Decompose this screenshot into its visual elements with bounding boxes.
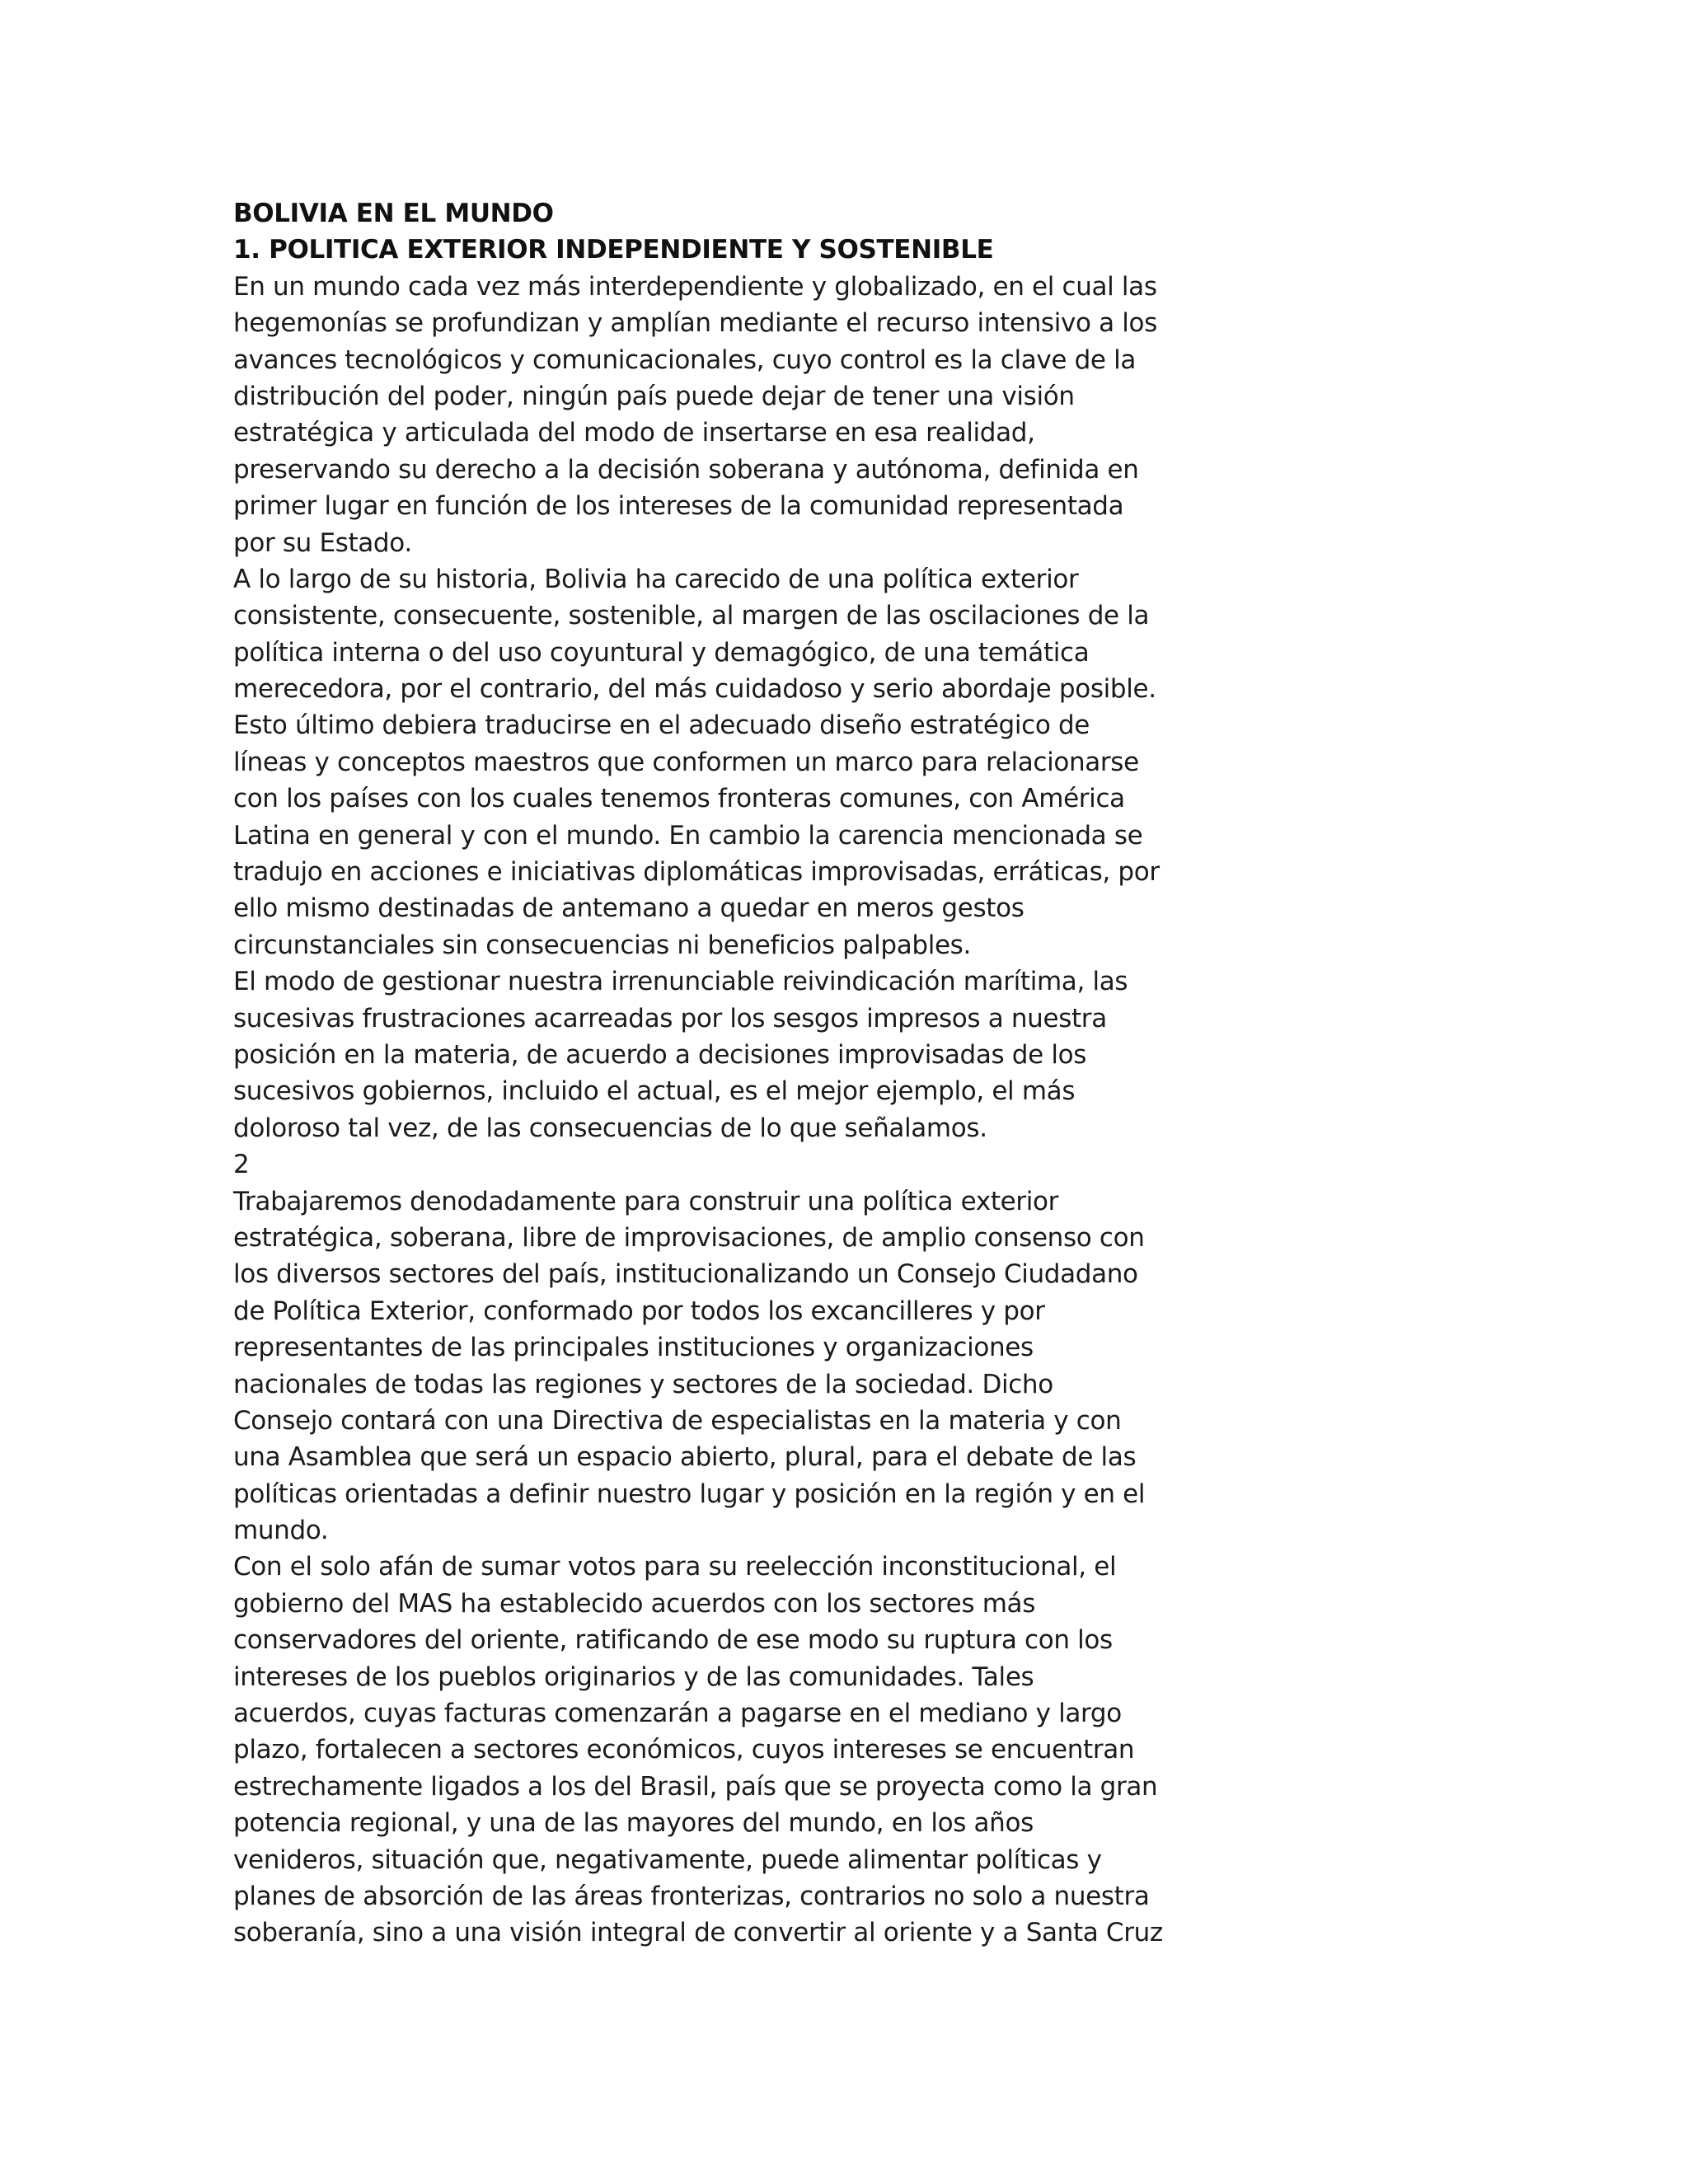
text-line: posición en la materia, de acuerdo a decisiones improvisadas de los	[233, 1039, 1087, 1070]
document-body	[233, 195, 1470, 1952]
text-line: merecedora, por el contrario, del más cuidadoso y serio abordaje posible.	[233, 674, 1156, 705]
text-line: Esto último debiera traducirse en el adecuado diseño estratégico de	[233, 710, 1090, 741]
page-number	[233, 1146, 1470, 1183]
text-line: ello mismo destinadas de antemano a quedar en meros gestos	[233, 893, 1025, 924]
text-line: líneas y conceptos maestros que conformen un marco para relacionarse	[233, 747, 1139, 777]
text-line: soberanía, sino a una visión integral de convertir al oriente y a Santa Cruz	[233, 1918, 1163, 1948]
text-line: Latina en general y con el mundo. En cambio la carencia mencionada se	[233, 820, 1143, 851]
text-line: gobierno del MAS ha establecido acuerdos con los sectores más	[233, 1588, 1035, 1619]
text-line: acuerdos, cuyas facturas comenzarán a pagarse en el mediano y largo	[233, 1699, 1122, 1729]
text-line: consistente, consecuente, sostenible, al margen de las oscilaciones de la	[233, 601, 1150, 631]
text-line: En un mundo cada vez más interdependiente y globalizado, en el cual las	[233, 271, 1157, 302]
text-line: plazo, fortalecen a sectores económicos, cuyos intereses se encuentran	[233, 1735, 1135, 1765]
text-line: primer lugar en función de los intereses de la comunidad representada	[233, 491, 1124, 522]
text-line: Consejo contará con una Directiva de especialistas en la materia y con	[233, 1405, 1122, 1436]
text-line: preservando su derecho a la decisión soberana y autónoma, definida en	[233, 454, 1139, 485]
text-line: tradujo en acciones e iniciativas diplomáticas improvisadas, erráticas, por	[233, 857, 1160, 888]
paragraph	[233, 561, 1470, 963]
text-line: distribución del poder, ningún país puede dejar de tener una visión	[233, 381, 1075, 411]
text-line: conservadores del oriente, ratificando de ese modo su ruptura con los	[233, 1625, 1113, 1656]
text-line: potencia regional, y una de las mayores del mundo, en los años	[233, 1808, 1034, 1839]
text-line: sucesivas frustraciones acarreadas por los sesgos impresos a nuestra	[233, 1003, 1107, 1033]
text-line: una Asamblea que será un espacio abierto, plural, para el debate de las	[233, 1442, 1137, 1473]
paragraph	[233, 963, 1470, 1146]
paragraph	[233, 1549, 1470, 1951]
text-line: Con el solo afán de sumar votos para su reelección inconstitucional, el	[233, 1552, 1117, 1582]
text-line: doloroso tal vez, de las consecuencias de lo que señalamos.	[233, 1113, 987, 1143]
text-line: de Política Exterior, conformado por todos los excancilleres y por	[233, 1296, 1045, 1326]
paragraphs-container	[233, 269, 1470, 1952]
text-line: mundo.	[233, 1516, 329, 1546]
paragraph	[233, 269, 1470, 561]
text-line: 2	[233, 1150, 250, 1180]
text-line: nacionales de todas las regiones y sectores de la sociedad. Dicho	[233, 1369, 1053, 1399]
text-line: A lo largo de su historia, Bolivia ha carecido de una política exterior	[233, 564, 1079, 594]
text-line: los diversos sectores del país, institucionalizando un Consejo Ciudadano	[233, 1259, 1138, 1290]
text-line: El modo de gestionar nuestra irrenunciable reivindicación marítima, las	[233, 967, 1128, 997]
text-line: intereses de los pueblos originarios y de las comunidades. Tales	[233, 1661, 1034, 1692]
text-line: con los países con los cuales tenemos fronteras comunes, con América	[233, 784, 1125, 814]
text-line: política interna o del uso coyuntural y demagógico, de una temática	[233, 637, 1090, 668]
text-line: circunstanciales sin consecuencias ni beneficios palpables.	[233, 930, 971, 960]
text-line: por su Estado.	[233, 527, 412, 558]
text-line: venideros, situación que, negativamente, puede alimentar políticas y	[233, 1844, 1102, 1875]
text-line: estrechamente ligados a los del Brasil, país que se proyecta como la gran	[233, 1771, 1158, 1802]
document-heading: BOLIVIA EN EL MUNDO	[233, 199, 554, 228]
text-line: sucesivos gobiernos, incluido el actual, es el mejor ejemplo, el más	[233, 1076, 1076, 1107]
text-line: hegemonías se profundizan y amplían mediante el recurso intensivo a los	[233, 308, 1157, 339]
paragraph	[233, 1183, 1470, 1549]
text-line: representantes de las principales instituciones y organizaciones	[233, 1333, 1034, 1363]
text-line: Trabajaremos denodadamente para construir una política exterior	[233, 1186, 1059, 1216]
text-line: avances tecnológicos y comunicacionales, cuyo control es la clave de la	[233, 344, 1137, 375]
text-line: políticas orientadas a definir nuestro lugar y posición en la región y en el	[233, 1479, 1146, 1509]
section-title: 1. POLITICA EXTERIOR INDEPENDIENTE Y SOSTENIBLE	[233, 235, 994, 265]
text-line: planes de absorción de las áreas fronterizas, contrarios no solo a nuestra	[233, 1881, 1150, 1911]
text-line: estratégica, soberana, libre de improvisaciones, de amplio consenso con	[233, 1222, 1145, 1253]
text-line: estratégica y articulada del modo de insertarse en esa realidad,	[233, 418, 1035, 448]
